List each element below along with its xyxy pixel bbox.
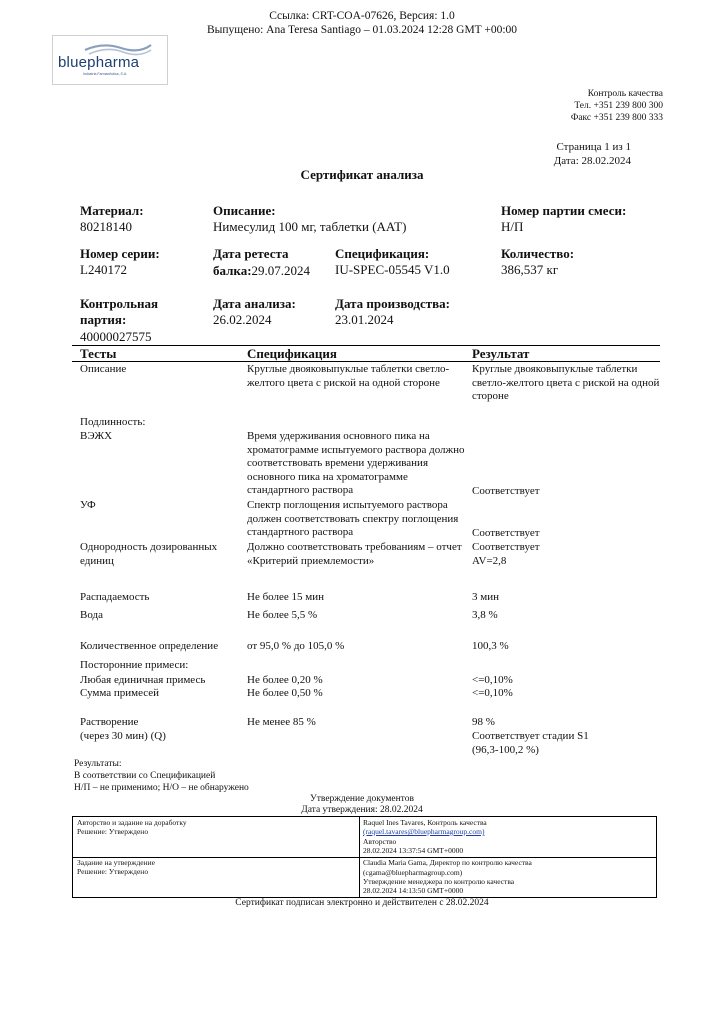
test-assay: Количественное определение: [80, 640, 219, 652]
document-reference: Ссылка: CRT-COA-07626, Версия: 1.0: [269, 10, 455, 22]
spec-uniformity: Должно соответствовать требованиям – отчет «Критерий приемлемости»: [247, 541, 462, 567]
result-disintegration: 3 мин: [472, 591, 499, 603]
logo-tagline: Indústria Farmacêutica, S.A.: [83, 72, 128, 76]
approval-date: Дата утверждения: 28.02.2024: [301, 805, 423, 815]
contact-phone: Тел. +351 239 800 300: [574, 101, 663, 111]
results-conclusion: В соответствии со Спецификацией: [74, 771, 216, 781]
result-dissolution: 98 %: [472, 716, 495, 728]
page-date: Дата: 28.02.2024: [553, 155, 631, 167]
result-uv: Соответствует: [472, 527, 540, 539]
approval-timestamp-2: 28.02.2024 14:13:50 GMT+0000: [363, 886, 464, 895]
result-dissolution-range: (96,3-100,2 %): [472, 744, 539, 756]
col-header-result: Результат: [472, 346, 530, 361]
series-label: Номер серии:: [80, 246, 160, 261]
analysis-date-label: Дата анализа:: [213, 296, 296, 311]
approval-task-2: Задание на утверждение: [77, 858, 155, 867]
material-value: 80218140: [80, 219, 132, 234]
table-header-rule: [72, 361, 660, 362]
material-label: Материал:: [80, 203, 144, 218]
approval-email-1[interactable]: (raquel.tavares@bluepharmagroup.com): [363, 827, 485, 836]
test-total-impurities: Сумма примесей: [80, 687, 160, 699]
signature-footer: Сертификат подписан электронно и действителен с 28.02.2024: [235, 898, 489, 908]
control-batch-label: Контрольная: [80, 296, 159, 311]
spec-dissolution: Не менее 85 %: [247, 716, 316, 728]
control-batch-label-2: партия:: [80, 312, 127, 327]
contact-fax: Факс +351 239 800 333: [570, 113, 663, 123]
quantity-label: Количество:: [501, 246, 575, 261]
results-label: Результаты:: [74, 759, 122, 769]
approval-role-1: Авторство: [363, 837, 397, 846]
approval-role-2: Утверждение менеджера по контролю качества: [363, 877, 515, 886]
result-description: Круглые двояковыпуклые таблетки светло-желтого цвета с риской на одной стороне: [472, 363, 660, 403]
col-header-tests: Тесты: [80, 346, 117, 361]
contact-department: Контроль качества: [587, 89, 663, 99]
result-dissolution-stage: Соответствует стадии S1: [472, 730, 589, 742]
series-value: L240172: [80, 262, 127, 277]
approval-table: [72, 816, 657, 898]
result-water: 3,8 %: [472, 609, 498, 621]
spec-uv: Спектр поглощения испытуемого раствора должен соответствовать спектру поглощения стандартного раствора: [247, 499, 459, 539]
test-description: Описание: [80, 363, 127, 375]
test-uv: УФ: [80, 499, 96, 511]
control-batch-value: 40000027575: [80, 329, 152, 344]
test-water: Вода: [80, 609, 103, 621]
production-date-label: Дата производства:: [335, 296, 450, 311]
document-title: Сертификат анализа: [300, 167, 424, 182]
retest-value: 29.07.2024: [251, 263, 311, 278]
result-total-impurities: <=0,10%: [472, 687, 513, 699]
approval-decision-2: Решение: Утверждено: [77, 867, 149, 876]
quantity-value: 386,537 кг: [501, 262, 559, 277]
test-disintegration: Распадаемость: [80, 591, 150, 603]
test-single-impurity: Любая единичная примесь: [80, 674, 206, 686]
issued-by: Выпущено: Ana Teresa Santiago – 01.03.2024 12:28 GMT +00:00: [206, 24, 518, 36]
approval-task-1: Авторство и задание на доработку: [77, 818, 187, 827]
result-uniformity: Соответствует: [472, 541, 540, 553]
approval-decision-1: Решение: Утверждено: [77, 827, 149, 836]
result-assay: 100,3 %: [472, 640, 509, 652]
spec-disintegration: Не более 15 мин: [247, 591, 325, 603]
analysis-date-value: 26.02.2024: [213, 312, 272, 327]
test-uniformity: Однородность дозированных единиц: [80, 541, 218, 567]
spec-description: Круглые двояковыпуклые таблетки светло-желтого цвета с риской на одной стороне: [247, 363, 450, 389]
approval-email-2: (cgama@bluepharmagroup.com): [363, 868, 463, 877]
spec-hplc: Время удерживания основного пика на хроматограмме испытуемого раствора должно соответствовать времени удерживания основного пика на хроматограмме стандартного раствора: [247, 430, 465, 497]
blend-batch-label: Номер партии смеси:: [501, 203, 627, 218]
spec-water: Не более 5,5 %: [247, 609, 318, 621]
approval-title: Утверждение документов: [310, 794, 414, 804]
test-dissolution-time: (через 30 мин) (Q): [80, 730, 166, 742]
spec-single-impurity: Не более 0,20 %: [247, 674, 323, 686]
logo-name: bluepharma: [58, 54, 140, 71]
approval-timestamp-1: 28.02.2024 13:37:54 GMT+0000: [363, 846, 464, 855]
spec-total-impurities: Не более 0,50 %: [247, 687, 323, 699]
result-uniformity-av: AV=2,8: [472, 555, 507, 567]
result-single-impurity: <=0,10%: [472, 674, 513, 686]
spec-label: Спецификация:: [335, 246, 430, 261]
test-hplc: ВЭЖХ: [80, 430, 113, 442]
retest-row: [213, 262, 310, 280]
description-value: Нимесулид 100 мг, таблетки (ААТ): [213, 219, 407, 234]
spec-value: IU-SPEC-05545 V1.0: [335, 262, 450, 277]
blend-batch-value: Н/П: [501, 219, 524, 234]
test-identity: Подлинность:: [80, 416, 146, 428]
col-header-spec: Спецификация: [247, 346, 337, 361]
company-logo: [52, 35, 168, 85]
approval-person-1: Raquel Ines Tavares, Контроль качества: [363, 818, 487, 827]
retest-label: Дата ретеста: [213, 246, 289, 261]
description-label: Описание:: [213, 203, 276, 218]
table-top-rule: [72, 345, 660, 346]
spec-assay: от 95,0 % до 105,0 %: [247, 640, 345, 652]
abbreviations-note: Н/П – не применимо; Н/О – не обнаружено: [74, 783, 249, 793]
test-dissolution: Растворение: [80, 716, 139, 728]
result-hplc: Соответствует: [472, 485, 540, 497]
page-number: Страница 1 из 1: [556, 141, 631, 153]
approval-person-2: Claudia Maria Gama, Директор по контролю качества: [363, 858, 532, 867]
production-date-value: 23.01.2024: [335, 312, 394, 327]
retest-label-2: балка:: [213, 263, 252, 278]
test-impurities: Посторонние примеси:: [80, 659, 189, 671]
